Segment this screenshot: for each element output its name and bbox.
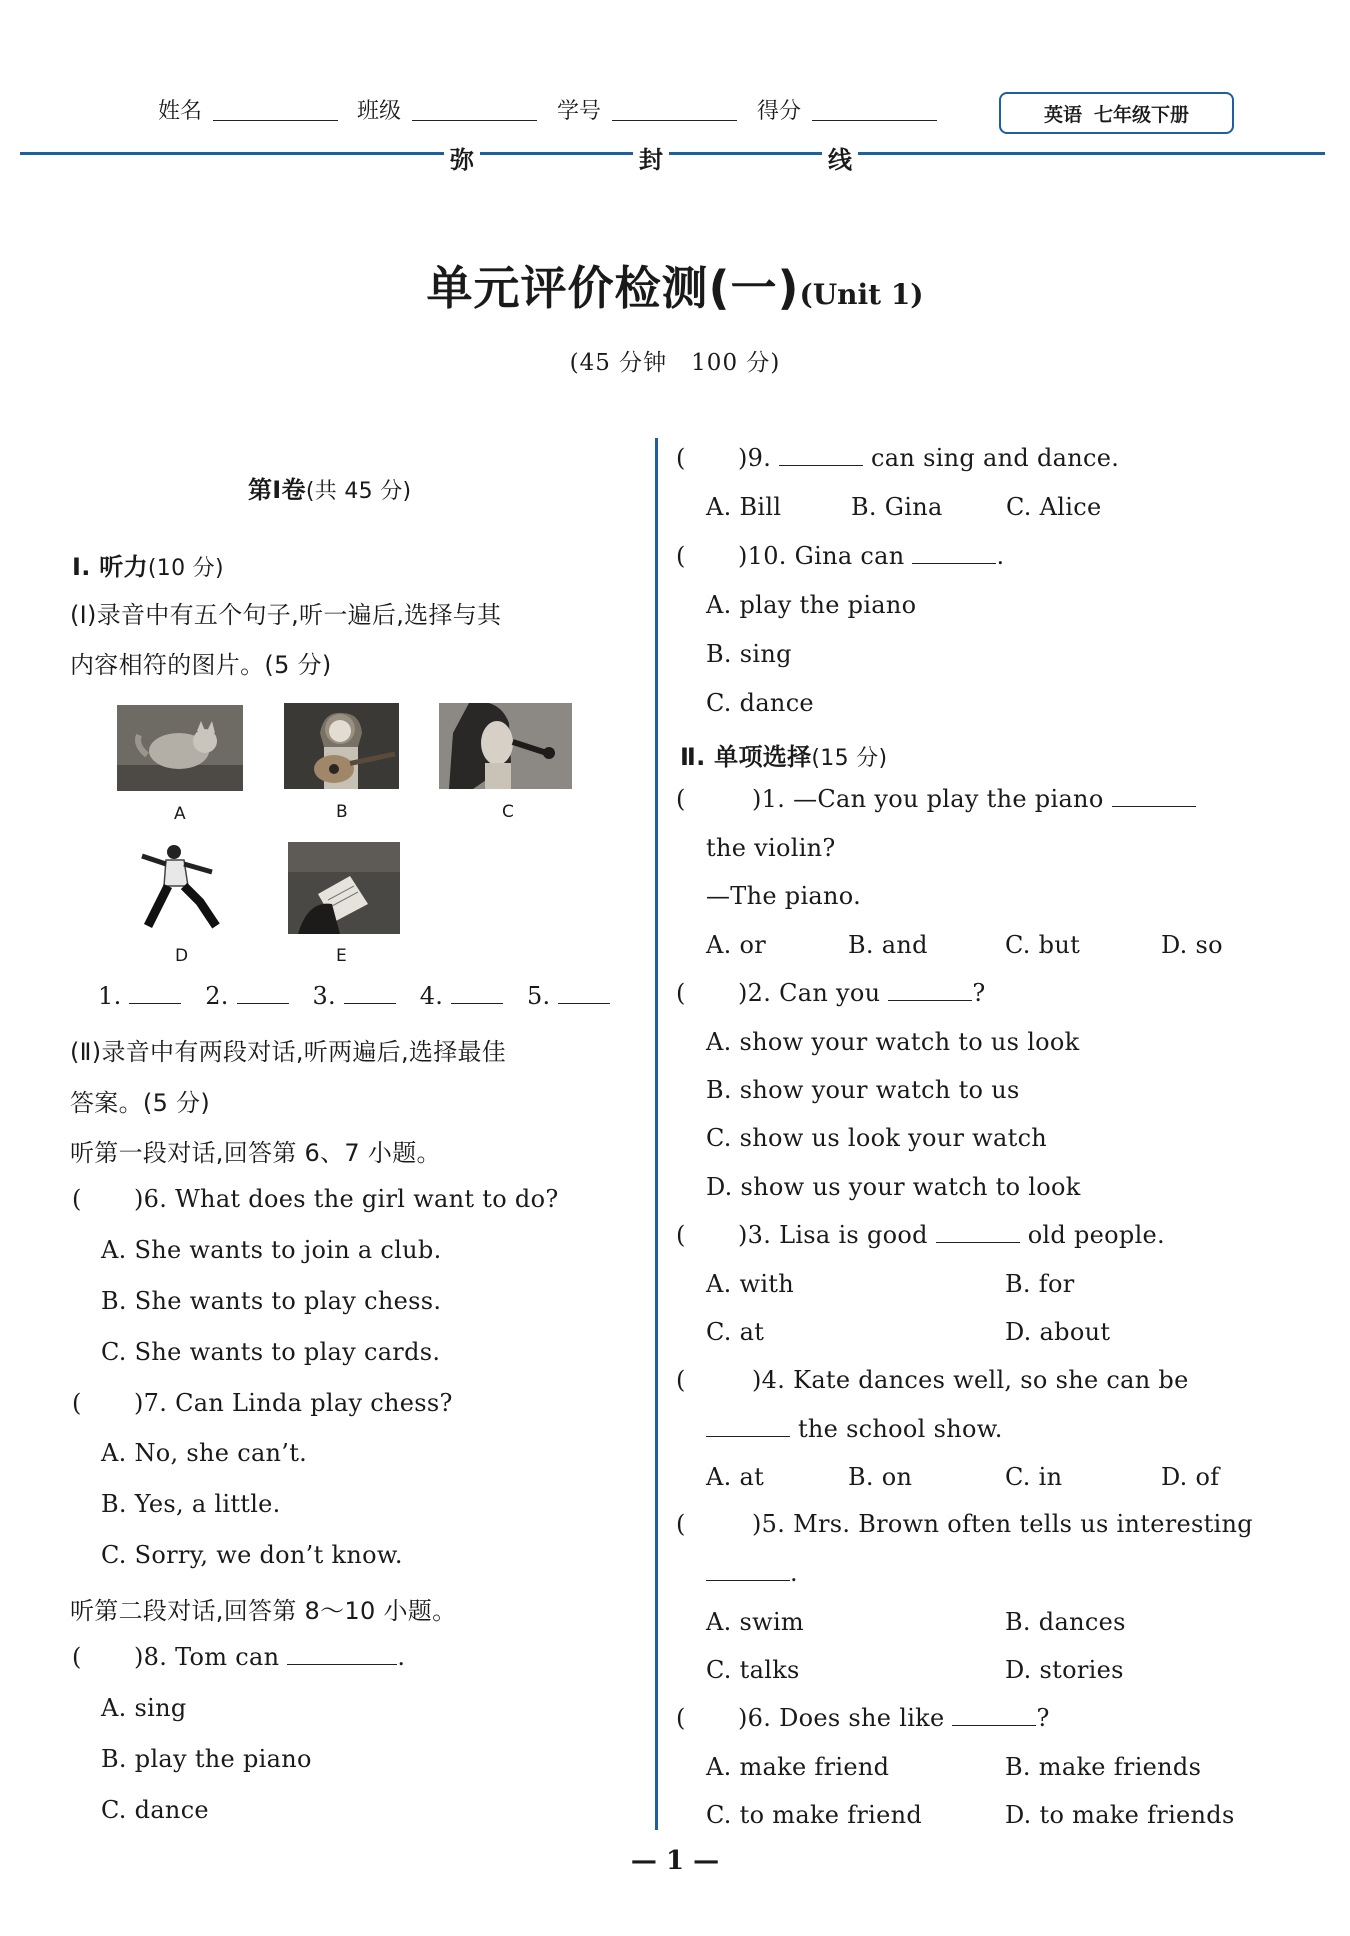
listening-q8 [72,1643,405,1671]
listening-q9 [676,444,1119,472]
choice-q4-option-c: C. in [1005,1463,1063,1491]
choice-q4 [676,1366,1189,1394]
column-divider [655,438,658,1830]
choice-q3-option-d: D. about [1005,1318,1111,1346]
answer-blank-2[interactable] [237,983,289,1004]
singer-microphone-photo-icon [439,703,572,789]
choice-q4-line2 [706,1415,1003,1443]
name-label: 姓名 [158,99,203,124]
student-id-label: 学号 [557,99,602,124]
answer-paren[interactable]: ( [72,1389,82,1417]
question-stem-end: . [397,1643,406,1671]
page-number: — 1 — [630,1846,720,1876]
kungfu-photo-icon [130,842,225,932]
answer-blank[interactable] [1112,786,1196,807]
choice-q2-option-d: D. show us your watch to look [706,1173,1081,1201]
answer-number-3: 3. [312,982,336,1010]
choice-q4-option-d: D. of [1161,1463,1220,1491]
listening-score: (10 分) [147,556,224,581]
exam-duration: (45 分钟 100 分) [569,350,781,376]
choice-q4-option-a: A. at [706,1463,765,1491]
class-blank [412,120,537,121]
listening-q10-option-b: B. sing [706,640,792,668]
question-stem: )1. —Can you play the piano [752,785,1104,813]
answer-blank[interactable] [706,1416,790,1437]
answer-paren[interactable]: ( [676,444,686,472]
picture-d [130,842,225,932]
question-stem-end: old people. [1027,1221,1165,1249]
question-stem-end: . [790,1559,798,1587]
choice-q2-option-b: B. show your watch to us [706,1076,1020,1104]
answer-blank[interactable] [779,445,863,466]
seal-char-3: 线 [822,140,858,175]
picture-b [284,703,399,789]
answer-paren[interactable]: ( [676,542,686,570]
grade-label: 七年级下册 [1094,103,1190,126]
choice-q6-option-b: B. make friends [1005,1753,1202,1781]
choice-q4-option-b: B. on [848,1463,913,1491]
choice-title: Ⅱ. 单项选择 [680,743,812,771]
choice-q2-option-a: A. show your watch to us look [706,1028,1080,1056]
answer-blank[interactable] [912,543,996,564]
answer-blank-3[interactable] [344,983,396,1004]
seal-line [20,152,1325,155]
question-stem: )2. Can you [738,979,881,1007]
choice-q6-option-d: D. to make friends [1005,1801,1235,1829]
choice-q1-option-a: A. or [706,931,767,959]
score-label: 得分 [757,99,802,124]
answer-paren[interactable]: ( [676,1704,686,1732]
answer-number-5: 5. [526,982,551,1010]
choice-q3-option-b: B. for [1005,1270,1075,1298]
picture-answer-row [98,982,610,1010]
answer-paren[interactable]: ( [676,1510,686,1538]
listening-sub2-line1: (Ⅱ)录音中有两段对话,听两遍后,选择最佳 [70,1038,507,1066]
choice-score: (15 分) [811,746,888,771]
listening-sub2-line2: 答案。(5 分) [70,1089,211,1117]
answer-blank[interactable] [936,1222,1020,1243]
title-cn: 单元评价检测(一) [426,261,800,315]
seal-char-2: 封 [633,140,669,175]
question-stem: )6. Does she like [738,1704,945,1732]
question-stem: )4. Kate dances well, so she can be [752,1366,1189,1394]
question-stem: )8. Tom can [134,1643,280,1671]
question-stem-end: ? [972,979,986,1007]
choice-heading [680,737,887,772]
listening-q7-option-a: A. No, she can’t. [101,1439,308,1467]
part1-title: 第Ⅰ卷 [248,476,306,504]
picture-e-label: E [336,946,347,966]
listening-q6-option-b: B. She wants to play chess. [101,1287,442,1315]
choice-q1-line3: —The piano. [706,882,862,910]
listening-sub1-line1: (Ⅰ)录音中有五个句子,听一遍后,选择与其 [70,601,502,629]
question-stem-end: can sing and dance. [871,444,1120,472]
page-title [0,252,1350,318]
choice-q1-option-b: B. and [848,931,928,959]
choice-q1 [676,785,1196,813]
answer-paren[interactable]: ( [676,785,686,813]
question-stem: )5. Mrs. Brown often tells us interesting [752,1510,1253,1538]
name-blank [213,120,338,121]
choice-q5-option-b: B. dances [1005,1608,1126,1636]
question-stem-end: the school show. [797,1415,1003,1443]
choice-q2-option-c: C. show us look your watch [706,1124,1048,1152]
drawing-photo-icon [288,842,400,934]
choice-q1-option-d: D. so [1161,931,1223,959]
question-stem: )6. What does the girl want to do? [134,1185,559,1213]
choice-q6 [676,1704,1050,1732]
picture-a [117,705,243,791]
answer-blank[interactable] [888,980,972,1001]
choice-q5-option-c: C. talks [706,1656,800,1684]
choice-q1-line2: the violin? [706,834,836,862]
choice-q6-option-a: A. make friend [706,1753,890,1781]
listening-q6 [72,1185,559,1213]
choice-q2 [676,979,986,1007]
listening-q7 [72,1389,453,1417]
score-blank [812,120,937,121]
listening-q10-option-a: A. play the piano [706,591,917,619]
part1-score: (共 45 分) [305,479,412,504]
listening-q6-option-c: C. She wants to play cards. [101,1338,441,1366]
listening-q6-option-a: A. She wants to join a club. [101,1236,442,1264]
choice-q5 [676,1510,1253,1538]
choice-q5-option-a: A. swim [706,1608,804,1636]
listening-q7-option-b: B. Yes, a little. [101,1490,281,1518]
part1-heading [248,470,411,505]
answer-blank-5[interactable] [558,983,610,1004]
choice-q3-option-a: A. with [706,1270,795,1298]
listening-q9-option-b: B. Gina [851,493,943,521]
picture-c [439,703,572,789]
listening-q10-option-c: C. dance [706,689,814,717]
question-stem-end: . [996,542,1005,570]
listening-q8-option-a: A. sing [101,1694,187,1722]
question-stem: )9. [738,444,772,472]
choice-q5-option-d: D. stories [1005,1656,1124,1684]
choice-q3 [676,1221,1165,1249]
answer-blank[interactable] [287,1644,397,1665]
picture-d-label: D [175,946,189,966]
question-stem: )7. Can Linda play chess? [134,1389,453,1417]
answer-blank-1[interactable] [129,983,181,1004]
class-label: 班级 [357,99,402,124]
listening-title: Ⅰ. 听力 [72,553,148,581]
listening-sub1-line2: 内容相符的图片。(5 分) [70,651,332,679]
listening-q10 [676,542,1004,570]
listening-q7-option-c: C. Sorry, we don’t know. [101,1541,403,1569]
answer-blank[interactable] [952,1705,1036,1726]
student-id-blank [612,120,737,121]
choice-q3-option-c: C. at [706,1318,765,1346]
title-en: (Unit 1) [799,278,924,311]
answer-number-2: 2. [205,982,229,1010]
answer-number-4: 4. [419,982,444,1010]
picture-a-label: A [174,804,186,824]
picture-e [288,842,400,934]
listening-q9-option-a: A. Bill [706,493,782,521]
answer-number-1: 1. [98,982,122,1010]
choice-q5-line2 [706,1559,798,1587]
question-stem-end: ? [1036,1704,1050,1732]
answer-blank[interactable] [706,1560,790,1581]
answer-blank-4[interactable] [451,983,503,1004]
girl-guitar-photo-icon [284,703,399,789]
seal-char-1: 弥 [444,140,480,175]
listening-heading [72,547,224,582]
cat-photo-icon [117,705,243,791]
picture-c-label: C [502,802,514,822]
picture-b-label: B [336,802,348,822]
question-stem: )3. Lisa is good [738,1221,928,1249]
answer-paren[interactable]: ( [72,1643,82,1671]
dialog2-intro: 听第二段对话,回答第 8～10 小题。 [70,1597,457,1625]
answer-paren[interactable]: ( [676,1366,686,1394]
subject-label: 英语 [1043,103,1082,126]
choice-q1-option-c: C. but [1005,931,1081,959]
listening-q8-option-c: C. dance [101,1796,209,1824]
answer-paren[interactable]: ( [676,1221,686,1249]
question-stem: )10. Gina can [738,542,905,570]
answer-paren[interactable]: ( [72,1185,82,1213]
subject-badge [999,92,1234,134]
choice-q6-option-c: C. to make friend [706,1801,923,1829]
dialog1-intro: 听第一段对话,回答第 6、7 小题。 [70,1139,441,1167]
answer-paren[interactable]: ( [676,979,686,1007]
listening-q8-option-b: B. play the piano [101,1745,312,1773]
listening-q9-option-c: C. Alice [1006,493,1102,521]
